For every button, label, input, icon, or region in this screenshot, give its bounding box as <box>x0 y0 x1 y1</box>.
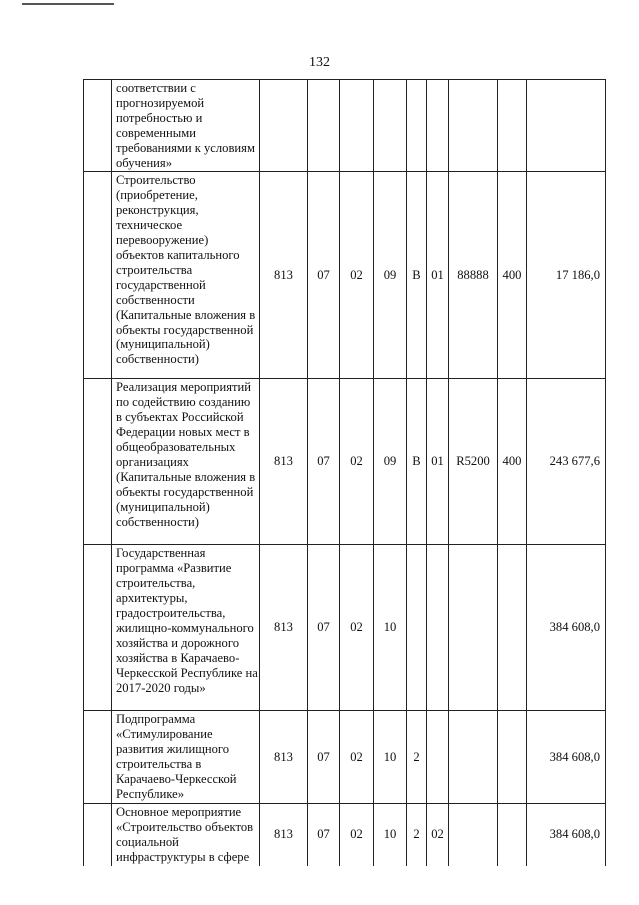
grbs-code: 813 <box>260 711 308 803</box>
number-cell <box>84 379 112 545</box>
target-article-event: 02 <box>427 803 449 865</box>
amount: 243 677,6 <box>527 379 606 545</box>
grbs-code: 813 <box>260 803 308 865</box>
target-article-program: 10 <box>374 545 407 711</box>
expense-type: 400 <box>498 379 527 545</box>
target-article-direction <box>449 80 498 172</box>
subsection-code: 02 <box>340 711 374 803</box>
item-name: Государственная программа «Развитие строительства, архитектуры, градостроительства, жилищно-коммунального хозяйства и дорожного хозяйства в Карачаево-Черкесской Республике на 2017-2020 годы» <box>112 545 260 711</box>
target-article-event <box>427 80 449 172</box>
target-article-subprogram: 2 <box>407 803 427 865</box>
item-name: Реализация мероприятий по содействию созданию в субъектах Российской Федерации новых мест в общеобразовательных организациях (Капитальные вложения в объекты государственной (муниципальной) собственности) <box>112 379 260 545</box>
number-cell <box>84 711 112 803</box>
target-article-event: 01 <box>427 172 449 379</box>
item-name: Строительство (приобретение, реконструкция, техническое перевооружение) объектов капитального строительства государственной собственности (Капитальные вложения в объекты государственной (муниципальной) собственности) <box>112 172 260 379</box>
subsection-code: 02 <box>340 803 374 865</box>
expense-type <box>498 803 527 865</box>
grbs-code: 813 <box>260 545 308 711</box>
number-cell <box>84 545 112 711</box>
amount: 17 186,0 <box>527 172 606 379</box>
target-article-direction <box>449 545 498 711</box>
section-code: 07 <box>308 545 340 711</box>
grbs-code: 813 <box>260 172 308 379</box>
target-article-program: 09 <box>374 379 407 545</box>
target-article-direction <box>449 803 498 865</box>
target-article-subprogram: В <box>407 172 427 379</box>
target-article-event: 01 <box>427 379 449 545</box>
amount: 384 608,0 <box>527 545 606 711</box>
subsection-code: 02 <box>340 172 374 379</box>
expense-type <box>498 711 527 803</box>
item-name: Подпрограмма «Стимулирование развития жилищного строительства в Карачаево-Черкесской Республике» <box>112 711 260 803</box>
target-article-program <box>374 80 407 172</box>
subsection-code <box>340 80 374 172</box>
target-article-subprogram: В <box>407 379 427 545</box>
section-code: 07 <box>308 803 340 865</box>
target-article-program: 09 <box>374 172 407 379</box>
amount: 384 608,0 <box>527 803 606 865</box>
section-code: 07 <box>308 172 340 379</box>
target-article-event <box>427 545 449 711</box>
number-cell <box>84 803 112 865</box>
subsection-code: 02 <box>340 545 374 711</box>
target-article-program: 10 <box>374 803 407 865</box>
table-row <box>84 711 606 803</box>
amount <box>527 80 606 172</box>
grbs-code <box>260 80 308 172</box>
target-article-direction: R5200 <box>449 379 498 545</box>
table-row <box>84 80 606 172</box>
target-article-subprogram <box>407 80 427 172</box>
expense-type <box>498 80 527 172</box>
expense-type <box>498 545 527 711</box>
section-code: 07 <box>308 711 340 803</box>
top-rule <box>22 3 114 5</box>
amount: 384 608,0 <box>527 711 606 803</box>
item-name: Основное мероприятие «Строительство объектов социальной инфраструктуры в сфере <box>112 803 260 865</box>
grbs-code: 813 <box>260 379 308 545</box>
target-article-event <box>427 711 449 803</box>
table-row <box>84 803 606 865</box>
table-row <box>84 379 606 545</box>
section-code <box>308 80 340 172</box>
number-cell <box>84 172 112 379</box>
target-article-direction <box>449 711 498 803</box>
expense-type: 400 <box>498 172 527 379</box>
item-name: соответствии с прогнозируемой потребностью и современными требованиями к условиям обучения» <box>112 80 260 172</box>
subsection-code: 02 <box>340 379 374 545</box>
number-cell <box>84 80 112 172</box>
page-number: 132 <box>309 55 330 70</box>
target-article-program: 10 <box>374 711 407 803</box>
target-article-direction: 88888 <box>449 172 498 379</box>
target-article-subprogram <box>407 545 427 711</box>
target-article-subprogram: 2 <box>407 711 427 803</box>
section-code: 07 <box>308 379 340 545</box>
table-row <box>84 545 606 711</box>
table-row <box>84 172 606 379</box>
budget-table <box>83 79 606 866</box>
